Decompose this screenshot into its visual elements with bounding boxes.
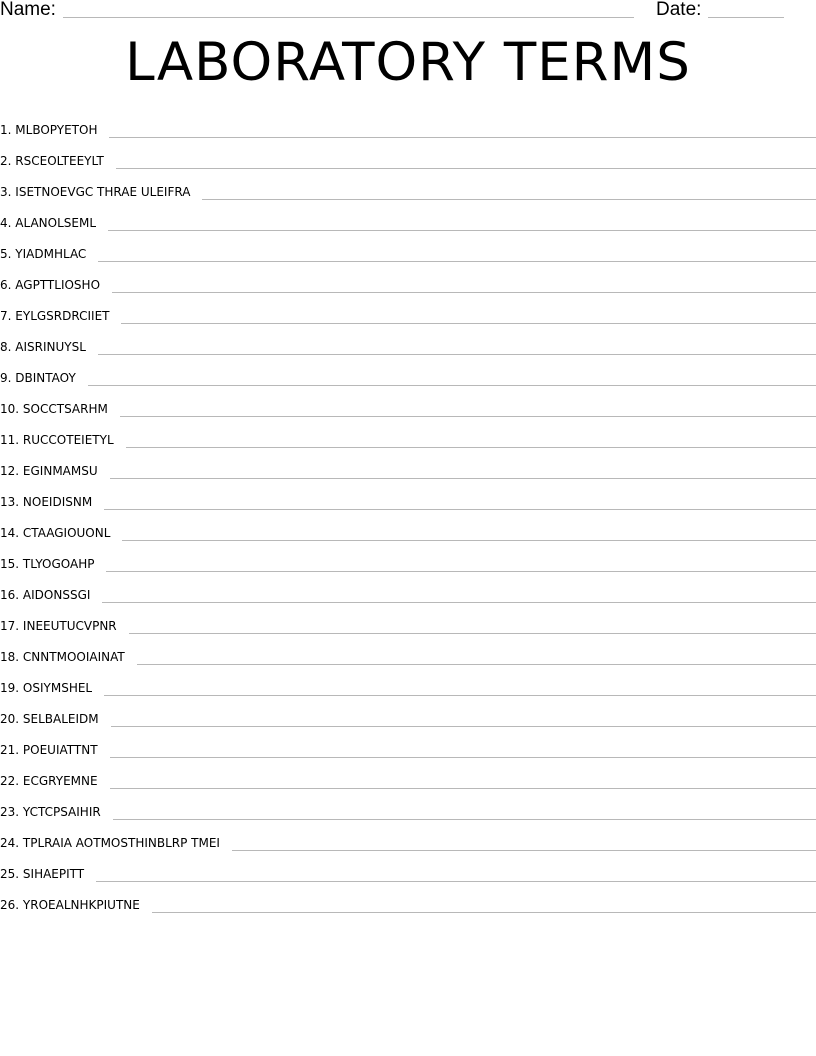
item-number: 25. [0, 867, 20, 881]
scrambled-word: SELBALEIDM [22, 712, 99, 726]
name-field[interactable] [63, 17, 634, 18]
answer-line[interactable] [113, 819, 816, 820]
item-number: 24. [0, 836, 20, 850]
answer-line[interactable] [116, 168, 816, 169]
scrambled-word: NOEIDISNM [22, 495, 93, 509]
scrambled-word: MLBOPYETOH [15, 123, 98, 137]
item-number: 18. [0, 650, 20, 664]
item-number: 11. [0, 433, 20, 447]
list-item [0, 451, 816, 482]
list-item [0, 544, 816, 575]
scramble-clue [0, 370, 76, 389]
answer-line[interactable] [102, 602, 816, 603]
list-item [0, 730, 816, 761]
word-scramble-list [0, 110, 816, 916]
answer-line[interactable] [112, 292, 816, 293]
scrambled-word: SIHAEPITT [22, 867, 85, 881]
scramble-clue [0, 742, 98, 761]
list-item [0, 575, 816, 606]
answer-line[interactable] [120, 416, 816, 417]
list-item [0, 265, 816, 296]
page-title: LABORATORY TERMS [125, 32, 691, 93]
scrambled-word: YROEALNHKPIUTNE [22, 898, 140, 912]
list-item [0, 606, 816, 637]
scrambled-word: CTAAGIOUONL [22, 526, 111, 540]
scramble-clue [0, 122, 97, 141]
date-label: Date: [656, 0, 702, 20]
list-item [0, 482, 816, 513]
item-number: 21. [0, 743, 20, 757]
answer-line[interactable] [122, 540, 816, 541]
answer-line[interactable] [104, 509, 816, 510]
scramble-clue [0, 556, 94, 575]
scramble-clue [0, 153, 104, 172]
answer-line[interactable] [137, 664, 816, 665]
list-item [0, 761, 816, 792]
item-number: 1. [0, 123, 12, 137]
list-item [0, 141, 816, 172]
list-item [0, 513, 816, 544]
scrambled-word: TLYOGOAHP [22, 557, 95, 571]
worksheet-header [0, 0, 816, 24]
scramble-clue [0, 246, 86, 265]
item-number: 23. [0, 805, 20, 819]
item-number: 22. [0, 774, 20, 788]
answer-line[interactable] [98, 354, 816, 355]
item-number: 6. [0, 278, 12, 292]
list-item [0, 234, 816, 265]
item-number: 5. [0, 247, 12, 261]
list-item [0, 203, 816, 234]
item-number: 15. [0, 557, 20, 571]
scrambled-word: DBINTAOY [15, 371, 76, 385]
scrambled-word: YCTCPSAIHIR [22, 805, 101, 819]
scrambled-word: AISRINUYSL [15, 340, 86, 354]
list-item [0, 854, 816, 885]
scramble-clue [0, 401, 108, 420]
scramble-clue [0, 215, 96, 234]
answer-line[interactable] [121, 323, 816, 324]
answer-line[interactable] [106, 571, 816, 572]
answer-line[interactable] [202, 199, 816, 200]
item-number: 14. [0, 526, 20, 540]
scramble-clue [0, 587, 90, 606]
item-number: 2. [0, 154, 12, 168]
answer-line[interactable] [110, 788, 816, 789]
scrambled-word: INEEUTUCVPNR [22, 619, 117, 633]
list-item [0, 792, 816, 823]
answer-line[interactable] [129, 633, 816, 634]
date-field[interactable] [708, 17, 784, 18]
item-number: 16. [0, 588, 20, 602]
scrambled-word: RUCCOTEIETYL [22, 433, 114, 447]
scramble-clue [0, 835, 220, 854]
item-number: 17. [0, 619, 20, 633]
list-item [0, 885, 816, 916]
scrambled-word: OSIYMSHEL [22, 681, 93, 695]
scrambled-word: ALANOLSEML [15, 216, 97, 230]
item-number: 4. [0, 216, 12, 230]
scrambled-word: AIDONSSGI [22, 588, 91, 602]
scramble-clue [0, 897, 140, 916]
scrambled-word: SOCCTSARHM [22, 402, 108, 416]
scramble-clue [0, 866, 84, 885]
answer-line[interactable] [88, 385, 816, 386]
scramble-clue [0, 494, 92, 513]
scrambled-word: EGINMAMSU [22, 464, 98, 478]
list-item [0, 699, 816, 730]
item-number: 26. [0, 898, 20, 912]
scrambled-word: POEUIATTNT [22, 743, 98, 757]
list-item [0, 296, 816, 327]
answer-line[interactable] [126, 447, 816, 448]
scrambled-word: EYLGSRDRCIIET [15, 309, 110, 323]
list-item [0, 172, 816, 203]
item-number: 9. [0, 371, 12, 385]
answer-line[interactable] [108, 230, 816, 231]
scrambled-word: ISETNOEVGC THRAE ULEIFRA [15, 185, 191, 199]
answer-line[interactable] [110, 478, 816, 479]
scramble-clue [0, 277, 100, 296]
scramble-clue [0, 680, 92, 699]
scramble-clue [0, 339, 86, 358]
item-number: 20. [0, 712, 20, 726]
scramble-clue [0, 773, 98, 792]
list-item [0, 668, 816, 699]
item-number: 12. [0, 464, 20, 478]
answer-line[interactable] [104, 695, 816, 696]
answer-line[interactable] [111, 726, 816, 727]
list-item [0, 823, 816, 854]
scramble-clue [0, 711, 99, 730]
scrambled-word: AGPTTLIOSHO [15, 278, 101, 292]
answer-line[interactable] [96, 881, 816, 882]
item-number: 10. [0, 402, 20, 416]
list-item [0, 327, 816, 358]
scrambled-word: YIADMHLAC [15, 247, 87, 261]
item-number: 7. [0, 309, 12, 323]
item-number: 19. [0, 681, 20, 695]
answer-line[interactable] [110, 757, 816, 758]
list-item [0, 358, 816, 389]
answer-line[interactable] [98, 261, 816, 262]
answer-line[interactable] [232, 850, 816, 851]
scramble-clue [0, 463, 98, 482]
list-item [0, 389, 816, 420]
name-label: Name: [0, 0, 56, 20]
answer-line[interactable] [109, 137, 816, 138]
list-item [0, 420, 816, 451]
scramble-clue [0, 618, 117, 637]
answer-line[interactable] [152, 912, 816, 913]
scrambled-word: CNNTMOOIAINAT [22, 650, 125, 664]
scrambled-word: ECGRYEMNE [22, 774, 98, 788]
list-item [0, 110, 816, 141]
scramble-clue [0, 525, 110, 544]
scrambled-word: TPLRAIA AOTMOSTHINBLRP TMEI [22, 836, 220, 850]
item-number: 3. [0, 185, 12, 199]
list-item [0, 637, 816, 668]
item-number: 13. [0, 495, 20, 509]
scramble-clue [0, 804, 101, 823]
scramble-clue [0, 649, 125, 668]
scramble-clue [0, 184, 190, 203]
scramble-clue [0, 432, 114, 451]
scrambled-word: RSCEOLTEEYLT [15, 154, 104, 168]
scramble-clue [0, 308, 109, 327]
item-number: 8. [0, 340, 12, 354]
